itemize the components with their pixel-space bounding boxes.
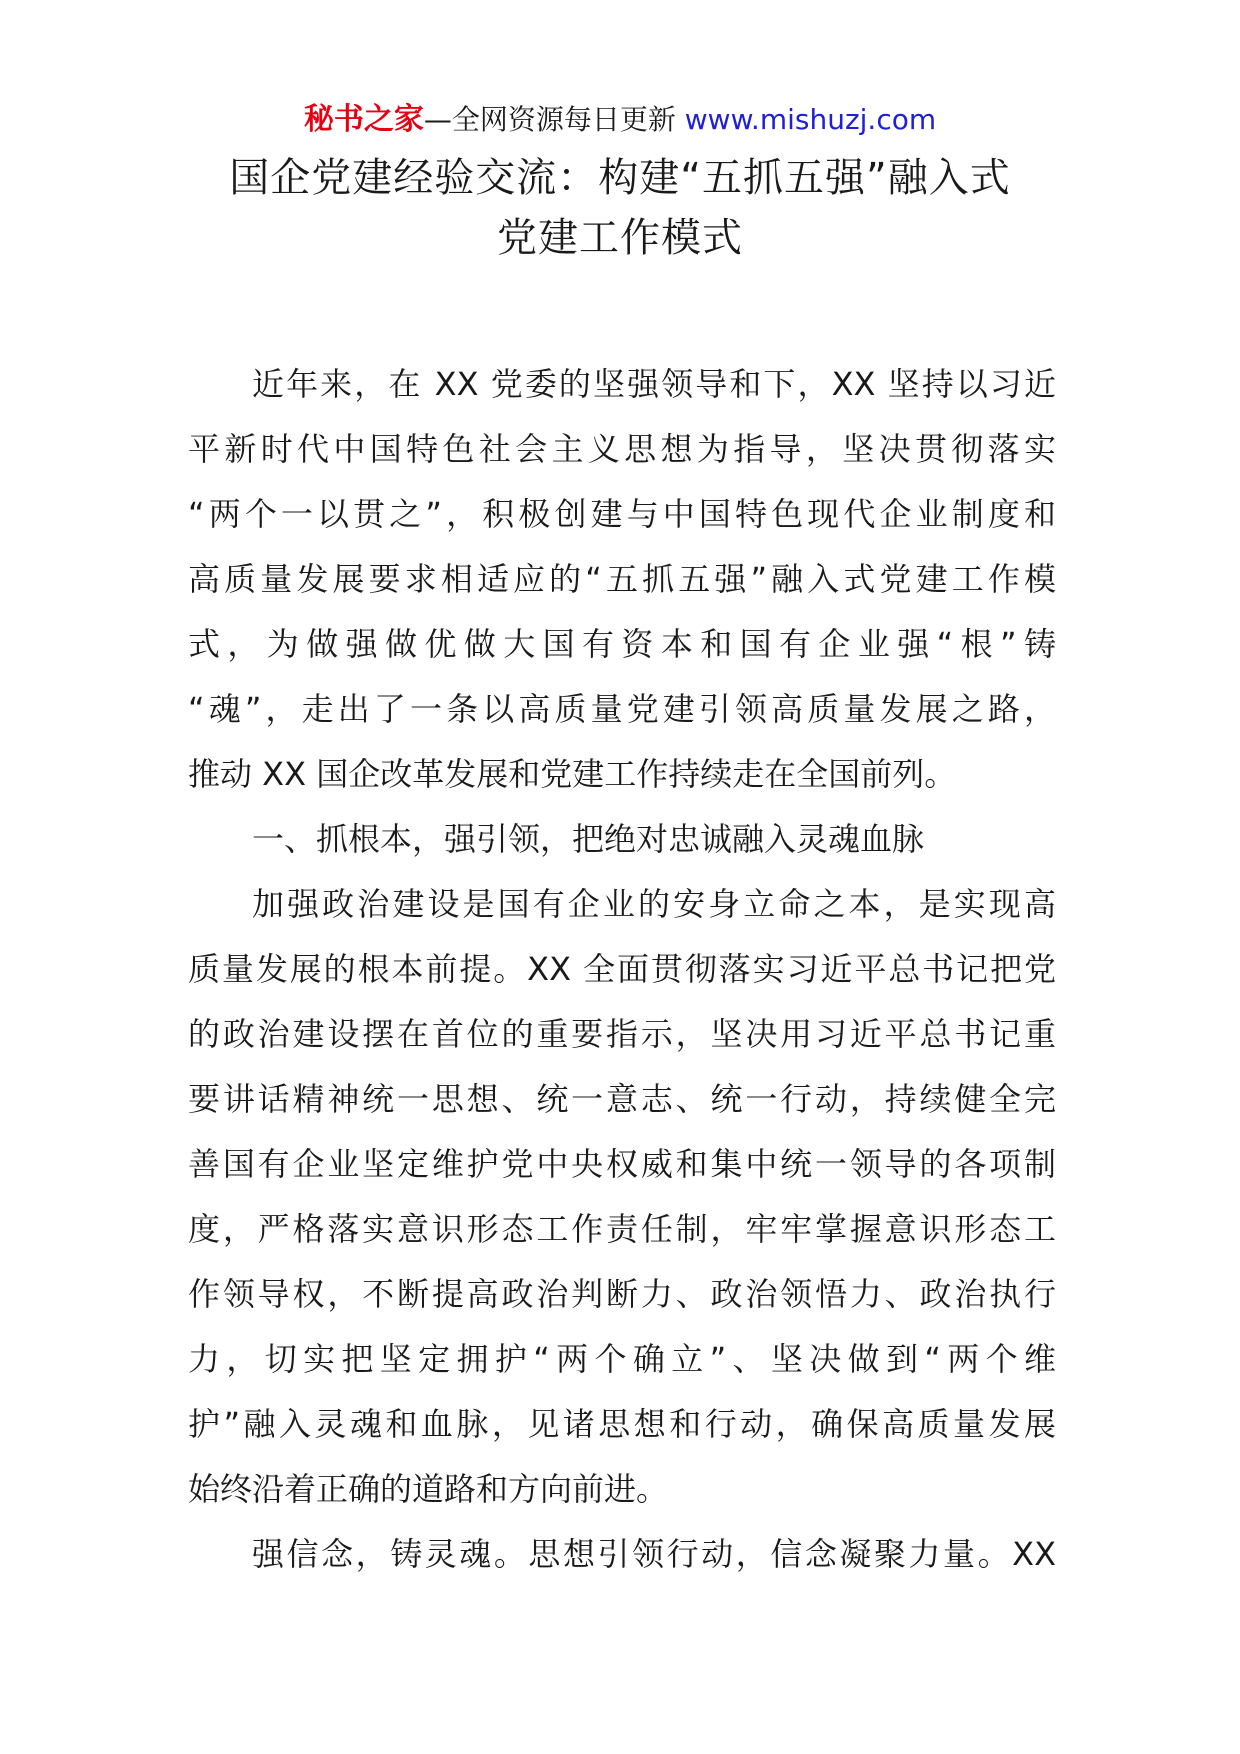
body-line: “两个一以贯之”，积极创建与中国特色现代企业制度和	[188, 495, 1056, 533]
site-url-link[interactable]: www.mishuzj.com	[684, 103, 937, 136]
title-line: 党建工作模式	[497, 215, 743, 261]
title-line: 国企党建经验交流：构建“五抓五强”融入式	[229, 155, 1011, 201]
body-line: 作领导权，不断提高政治判断力、政治领悟力、政治执行	[188, 1275, 1056, 1313]
body-line: 强信念，铸灵魂。思想引领行动，信念凝聚力量。XX	[252, 1535, 1056, 1573]
body-line: 要讲话精神统一思想、统一意志、统一行动，持续健全完	[188, 1080, 1056, 1118]
section-heading: 一、抓根本，强引领，把绝对忠诚融入灵魂血脉	[252, 820, 925, 858]
body-line: 质量发展的根本前提。XX 全面贯彻落实习近平总书记把党	[188, 950, 1056, 988]
body-line: 度，严格落实意识形态工作责任制，牢牢掌握意识形态工	[188, 1210, 1056, 1248]
header-tagline: —全网资源每日更新	[423, 103, 685, 136]
document-body	[188, 352, 1056, 1587]
body-line: 加强政治建设是国有企业的安身立命之本，是实现高	[252, 885, 1056, 923]
body-line: 始终沿着正确的道路和方向前进。	[188, 1470, 669, 1508]
header-banner	[0, 100, 1240, 140]
body-line: 护”融入灵魂和血脉，见诸思想和行动，确保高质量发展	[188, 1405, 1056, 1443]
body-line: 善国有企业坚定维护党中央权威和集中统一领导的各项制	[188, 1145, 1056, 1183]
document-title	[150, 148, 1090, 268]
body-line: 高质量发展要求相适应的“五抓五强”融入式党建工作模	[188, 560, 1056, 598]
body-line: 力，切实把坚定拥护“两个确立”、坚决做到“两个维	[188, 1340, 1056, 1378]
body-line: 的政治建设摆在首位的重要指示，坚决用习近平总书记重	[188, 1015, 1056, 1053]
body-line: 近年来，在 XX 党委的坚强领导和下，XX 坚持以习近	[252, 365, 1056, 403]
body-line: 式，为做强做优做大国有资本和国有企业强“根”铸	[188, 625, 1056, 663]
body-line: 平新时代中国特色社会主义思想为指导，坚决贯彻落实	[188, 430, 1056, 468]
brand-name: 秘书之家	[303, 102, 424, 137]
body-line: “魂”，走出了一条以高质量党建引领高质量发展之路，	[188, 690, 1056, 728]
body-line: 推动 XX 国企改革发展和党建工作持续走在全国前列。	[188, 755, 957, 793]
